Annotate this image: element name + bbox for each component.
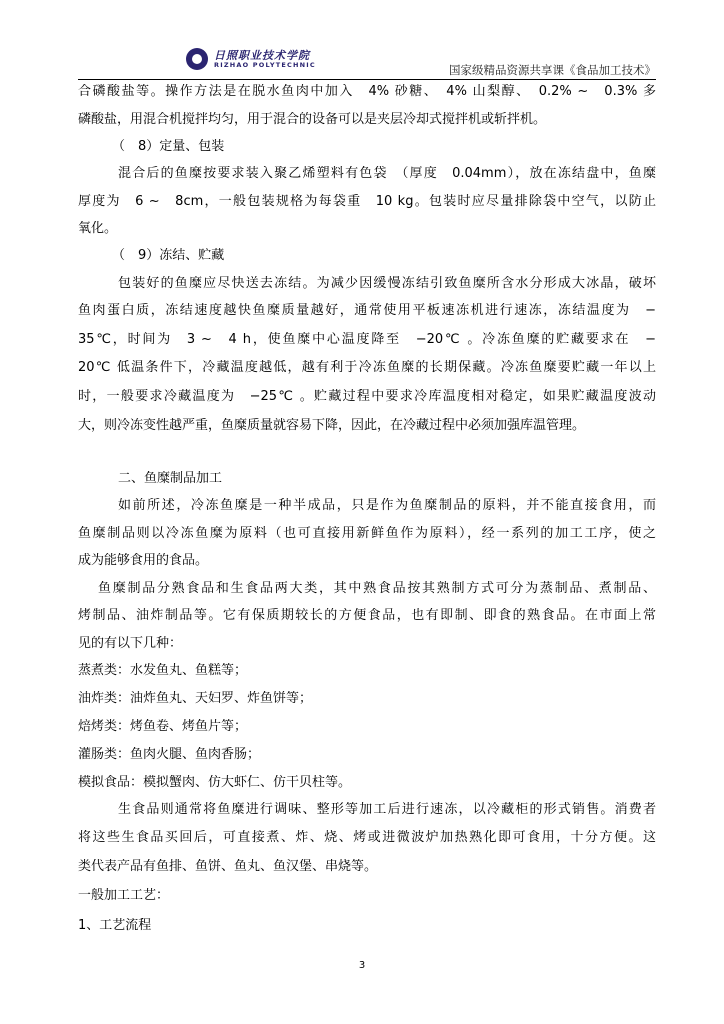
body-line: 鱼糜制品则以冷冻鱼糜为原料（也可直接用新鲜鱼作为原料），经一系列的加工工序，使之 bbox=[78, 526, 656, 541]
body-line: 生食品则通常将鱼糜进行调味、整形等加工后进行速冻，以冷藏柜的形式销售。消费者 bbox=[118, 802, 656, 817]
section-heading: （ 8）定量、包装 bbox=[112, 139, 225, 154]
body-line: 磷酸盐，用混合机搅拌均匀，用于混合的设备可以是夹层冷却式搅拌机或斩拌机。 bbox=[78, 112, 547, 127]
course-title: 国家级精品资源共享课《食品加工技术》 bbox=[449, 63, 656, 77]
body-line: 成为能够食用的食品。 bbox=[78, 553, 209, 568]
body-line: 将这些生食品买回后，可直接煮、炸、烧、烤或进微波炉加热熟化即可食用，十分方便。这 bbox=[78, 830, 656, 845]
logo-english-name: RIZHAO POLYTECHNIC bbox=[214, 61, 316, 69]
body-line: 类代表产品有鱼排、鱼饼、鱼丸、鱼汉堡、串烧等。 bbox=[78, 859, 378, 874]
body-line: 鱼糜制品分熟食品和生食品两大类，其中熟食品按其熟制方式可分为蒸制品、煮制品、 bbox=[98, 581, 656, 596]
college-emblem-icon bbox=[186, 48, 208, 70]
list-item: 模拟食品：模拟蟹肉、仿大虾仁、仿干贝柱等。 bbox=[78, 775, 352, 790]
body-line: 20℃ 低温条件下，冷藏温度越低，越有利于冷冻鱼糜的长期保藏。冷冻鱼糜要贮藏一年以上 bbox=[78, 360, 656, 375]
list-item: 蒸煮类：水发鱼丸、鱼糕等； bbox=[78, 663, 248, 678]
body-line: 烤制品、油炸制品等。它有保质期较长的方便食品，也有即制、即食的熟食品。在市面上常 bbox=[78, 608, 656, 623]
body-line: 混合后的鱼糜按要求装入聚乙烯塑料有色袋 （厚度 0.04mm），放在冻结盘中，鱼糜 bbox=[118, 166, 656, 181]
body-line: 包装好的鱼糜应尽快送去冻结。为减少因缓慢冻结引致鱼糜所含水分形成大冰晶，破坏 bbox=[118, 276, 656, 291]
header-rule bbox=[78, 79, 656, 80]
list-item: 焙烤类：烤鱼卷、烤鱼片等； bbox=[78, 719, 248, 734]
body-line: 鱼肉蛋白质，冻结速度越快鱼糜质量越好，通常使用平板速冻机进行速冻，冻结温度为 − bbox=[78, 303, 656, 318]
section-heading: 1、工艺流程 bbox=[78, 918, 152, 933]
body-line: 合磷酸盐等。操作方法是在脱水鱼肉中加入 4% 砂糖、 4% 山梨醇、 0.2% ~ 0.3% 多 bbox=[78, 84, 656, 99]
body-line: 大，则冷冻变性越严重，鱼糜质量就容易下降，因此，在冷藏过程中必须加强库温管理。 bbox=[78, 418, 586, 433]
list-item: 油炸类：油炸鱼丸、天妇罗、炸鱼饼等； bbox=[78, 691, 313, 706]
body-line: 氧化。 bbox=[78, 221, 118, 236]
body-line: 时，一般要求冷藏温度为 −25℃ 。贮藏过程中要求冷库温度相对稳定，如果贮藏温度波动 bbox=[78, 389, 656, 404]
page-header bbox=[78, 44, 656, 80]
college-logo bbox=[186, 46, 416, 78]
body-line: 如前所述，冷冻鱼糜是一种半成品，只是作为鱼糜制品的原料，并不能直接食用，而 bbox=[118, 498, 656, 513]
body-line: 见的有以下几种： bbox=[78, 636, 183, 651]
section-heading: （ 9）冻结、贮藏 bbox=[112, 248, 225, 263]
section-heading: 二、鱼糜制品加工 bbox=[118, 471, 223, 486]
body-line: 35℃，时间为 3 ~ 4 h，使鱼糜中心温度降至 −20℃ 。冷冻鱼糜的贮藏要求在 − bbox=[78, 332, 656, 347]
page-number: 3 bbox=[358, 960, 366, 971]
list-item: 灌肠类：鱼肉火腿、鱼肉香肠； bbox=[78, 747, 261, 762]
body-line: 厚度为 6 ~ 8cm，一般包装规格为每袋重 10 kg。包装时应尽量排除袋中空气，以防止 bbox=[78, 194, 656, 209]
logo-chinese-name: 日照职业技术学院 bbox=[214, 49, 310, 62]
body-line: 一般加工工艺： bbox=[78, 888, 170, 903]
